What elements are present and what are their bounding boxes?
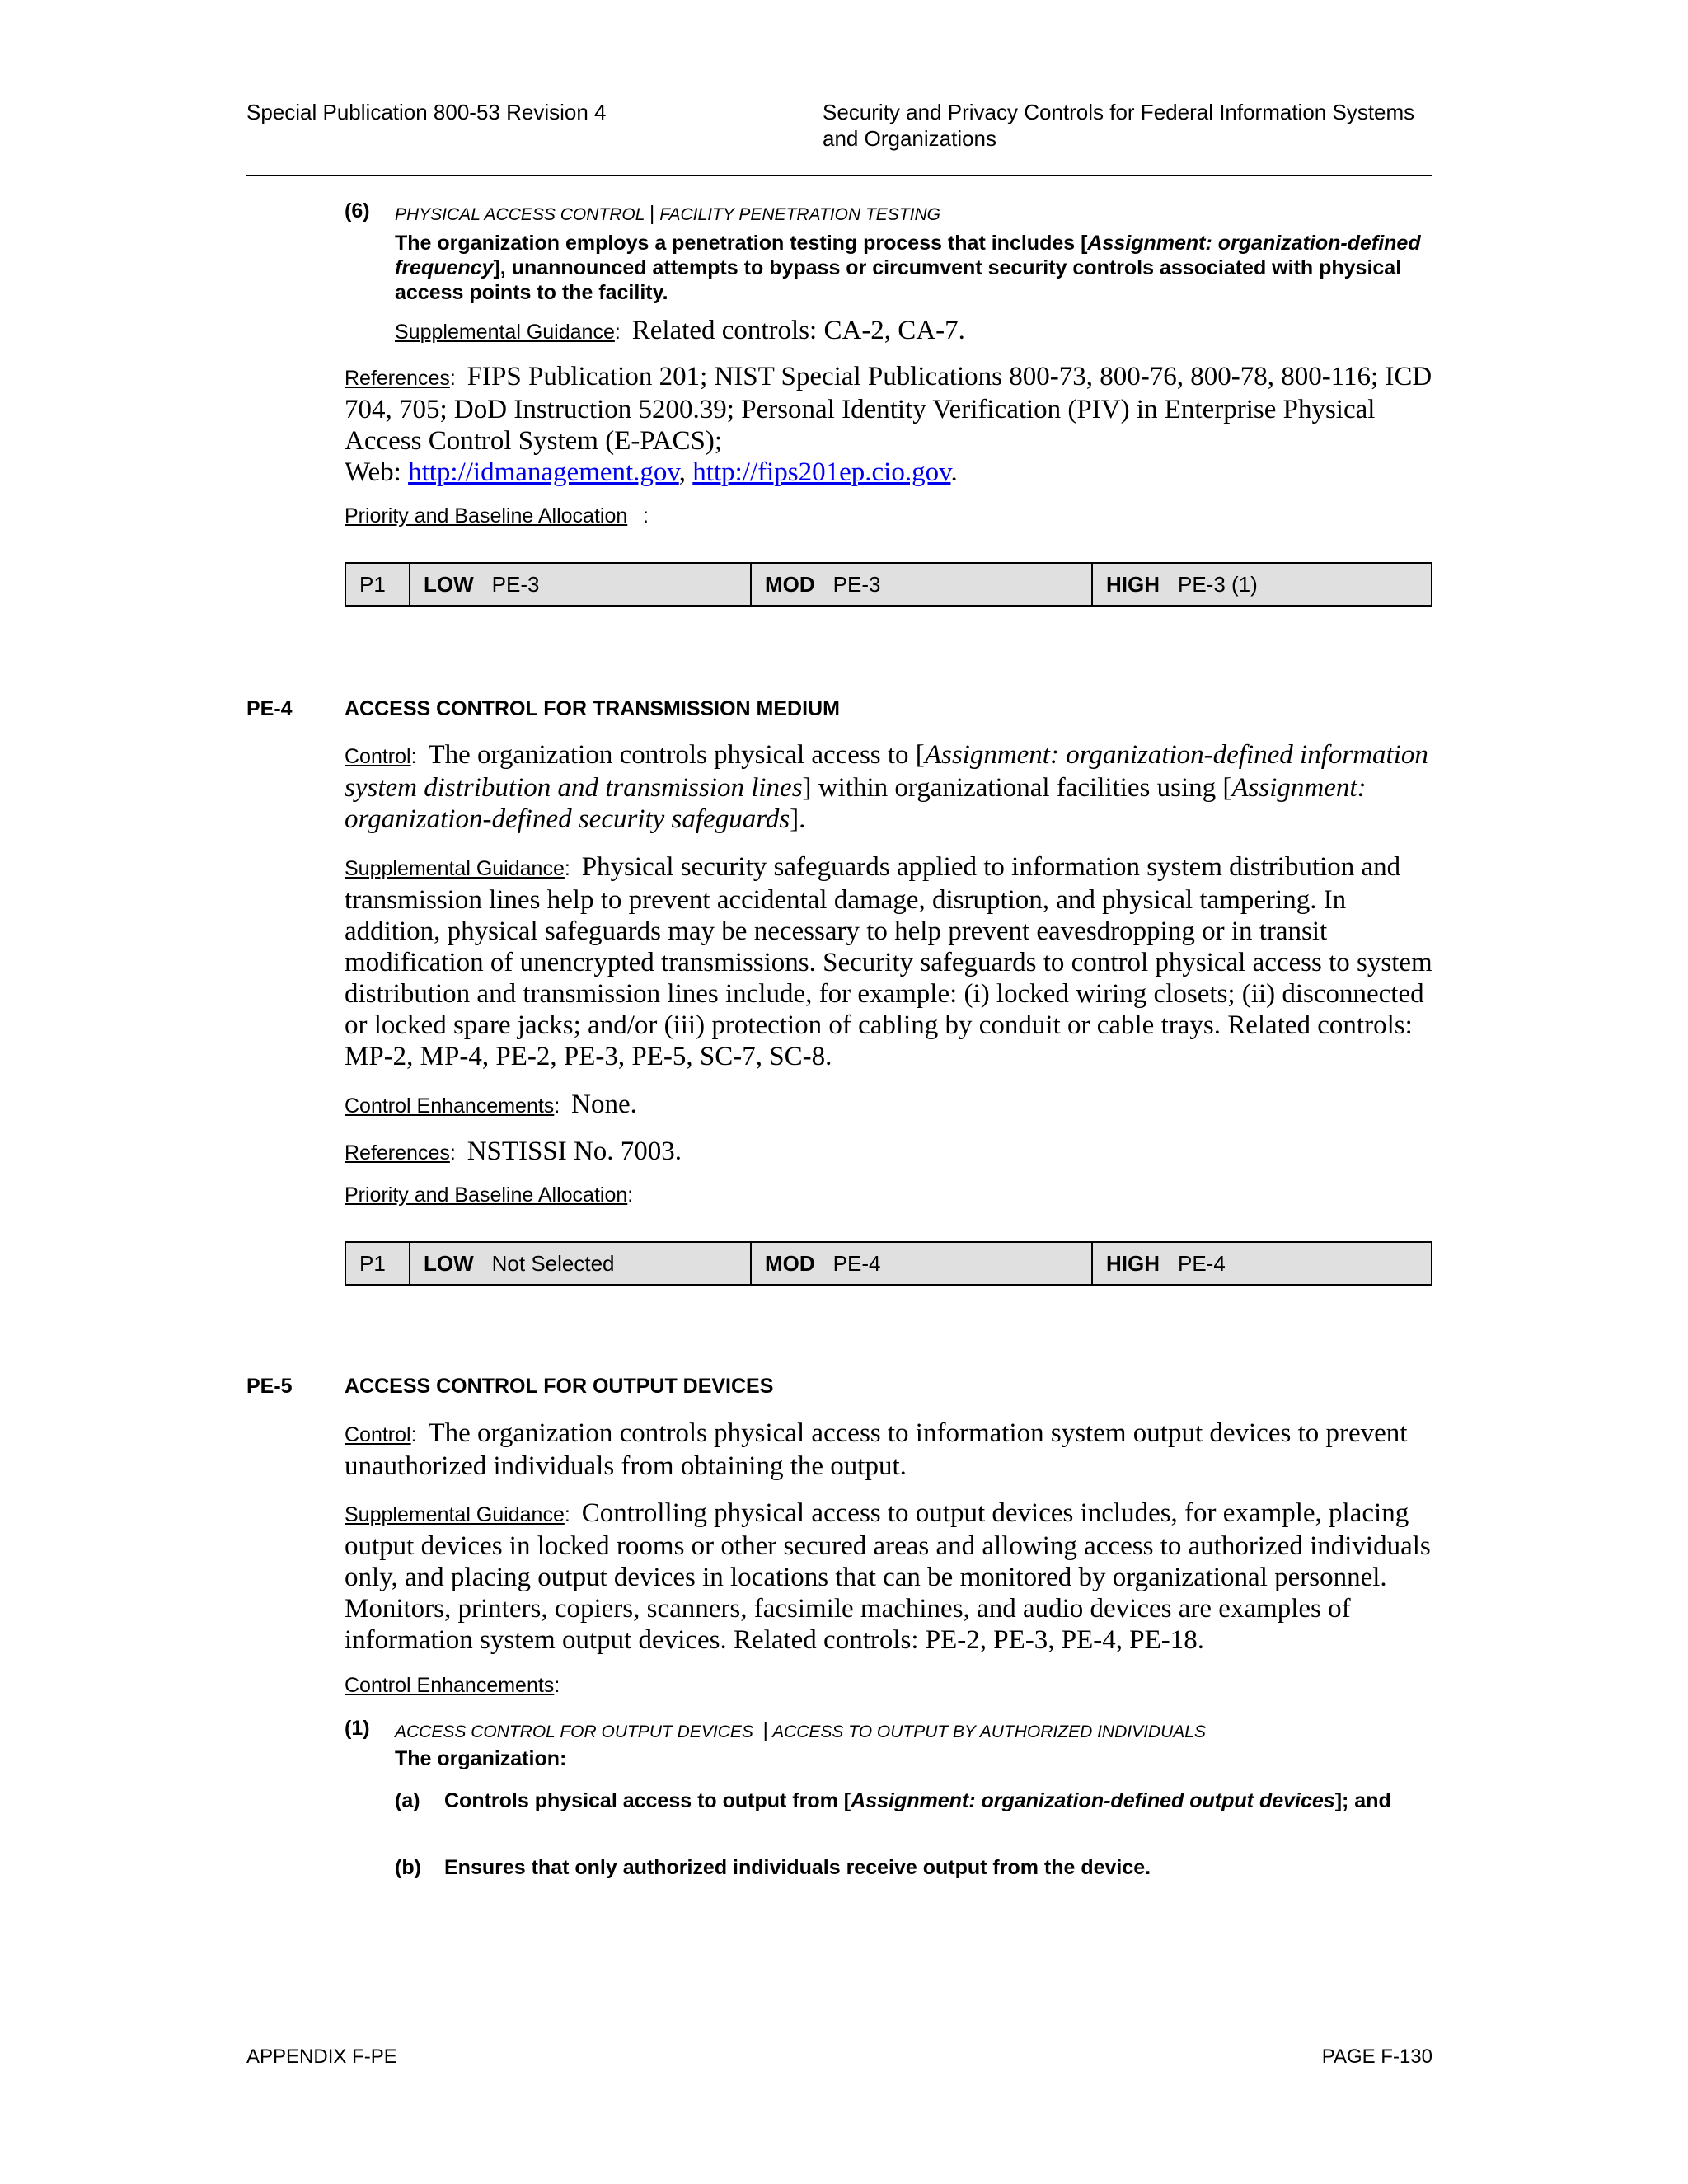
mod-value: PE-3: [832, 571, 881, 597]
pe4-supplemental-guidance: Supplemental Guidance: Physical security safeguards applied to information system distribution and transmission lines help to prevent accidental damage, disruption, and physical tampering. In addition, physical safeguards may be necessary to help prevent eavesdropping or in transit modification of unencrypted transmissions. Security safeguards to control physical access to system distribution and transmission lines include, for example: (i) locked wiring closets; (ii) disconnected or locked spare jacks; and/or (iii) protection of cabling by conduit or cable trays. Related controls: MP-2, MP-4, PE-2, PE-3, PE-5, SC-7, SC-8.: [345, 852, 1432, 1071]
enhancement-6-number: (6): [345, 199, 370, 223]
mod-label: MOD: [765, 1250, 815, 1276]
footer-appendix: APPENDIX F-PE: [246, 2046, 397, 2068]
pe5-enhancement-1-intro: The organization:: [395, 1747, 567, 1770]
enhancement-6-title: [395, 202, 940, 226]
mod-baseline-cell: [750, 1243, 1091, 1284]
supplemental-guidance-label: Supplemental Guidance: [345, 1503, 565, 1526]
header-rule: [246, 175, 1432, 176]
pe5-supplemental-guidance: Supplemental Guidance: Controlling physical access to output devices includes, for example, placing output devices in locked rooms or other secured areas and allowing access to authorized individuals only, and placing output devices in locations that can be monitored by organizational personnel. Monitors, printers, copiers, scanners, facsimile machines, and audio devices are examples of information system output devices. Related controls: PE-2, PE-3, PE-4, PE-18.: [345, 1498, 1431, 1655]
pe4-control-assignment-1: Assignment: organization-defined information system distribution and transmission lines: [345, 740, 1428, 803]
supplemental-guidance-label: Supplemental Guidance: [345, 857, 565, 880]
pe4-control: Control: The organization controls physical access to [Assignment: organization-defined information system distribution and transmission lines] within organizational facilities using [Assignment: organization-defined security safeguards].: [345, 740, 1428, 834]
running-header-left: Special Publication 800-53 Revision 4: [246, 100, 607, 124]
pe4-sg-text: Physical security safeguards applied to information system distribution and transmission lines help to prevent accidental damage, disruption, and physical tampering. In addition, physical safeguards may be necessary to help prevent eavesdropping or in transit modification of unencrypted transmissions. Security safeguards to control physical access to system distribution and transmission lines include, for example: (i) locked wiring closets; (ii) disconnected or locked spare jacks; and/or (iii) protection of cabling by conduit or cable trays. Related controls: MP-2, MP-4, PE-2, PE-3, PE-5, SC-7, SC-8.: [345, 852, 1432, 1071]
high-value: PE-3 (1): [1178, 571, 1258, 597]
low-baseline-cell: [409, 1243, 750, 1284]
pe4-references-text: NSTISSI No. 7003.: [467, 1137, 682, 1166]
pe5-enhancement-1-title-a: ACCESS CONTROL FOR OUTPUT DEVICES: [395, 1722, 753, 1741]
enhancement-6-title-b: FACILITY PENETRATION TESTING: [659, 205, 940, 224]
mod-baseline-cell: [750, 564, 1091, 605]
mod-value: PE-4: [832, 1250, 881, 1276]
control-enhancements-label: Control Enhancements: [345, 1094, 555, 1118]
enhancement-6-title-a: PHYSICAL ACCESS CONTROL: [395, 205, 645, 224]
supplemental-guidance-label: Supplemental Guidance: [395, 321, 615, 344]
references-label: References: [345, 367, 450, 390]
enhancement-6-text-2: ], unannounced attempts to bypass or circumvent security controls associated with physical access points to the facility.: [395, 256, 1402, 304]
pe4-baseline-table: [345, 1241, 1432, 1286]
low-label: LOW: [424, 1250, 474, 1276]
running-header-right-line1: Security and Privacy Controls for Federal Information Systems: [823, 100, 1415, 124]
pe5-enhancement-1-number: (1): [345, 1717, 370, 1740]
pe5-sg-text: Controlling physical access to output devices includes, for example, placing output devices in locked rooms or other secured areas and allowing access to authorized individuals only, and placing output devices in locations that can be monitored by organizational personnel. Monitors, printers, copiers, scanners, facsimile machines, and audio devices are examples of information system output devices. Related controls: PE-2, PE-3, PE-4, PE-18.: [345, 1498, 1431, 1655]
pe5-enhancement-1-title-b: ACCESS TO OUTPUT BY AUTHORIZED INDIVIDUALS: [772, 1722, 1206, 1741]
link-fips201ep[interactable]: http://fips201ep.cio.gov: [692, 457, 951, 487]
pe5-number: PE-5: [246, 1375, 293, 1398]
high-label: HIGH: [1106, 1250, 1160, 1276]
enhancement-6-supplemental-guidance: Supplemental Guidance: Related controls: CA-2, CA-7.: [395, 316, 965, 345]
pe3-priority-label: [345, 504, 627, 528]
link-separator: ,: [678, 457, 693, 487]
pe4-control-1: The organization controls physical access to [: [428, 740, 925, 770]
mod-label: MOD: [765, 571, 815, 597]
high-baseline-cell: [1091, 1243, 1431, 1284]
pe4-priority-label: Priority and Baseline Allocation:: [345, 1183, 634, 1207]
low-baseline-cell: [409, 564, 750, 605]
priority-colon: :: [643, 504, 649, 527]
link-idmanagement[interactable]: http://idmanagement.gov: [408, 457, 679, 487]
pe4-control-enhancements: Control Enhancements: None.: [345, 1090, 637, 1119]
high-label: HIGH: [1106, 571, 1160, 597]
pe4-control-assignment-2: Assignment: organization-defined security safeguards: [345, 773, 1367, 834]
enhancement-6-assignment: Assignment: organization-defined frequency: [395, 232, 1421, 279]
enhancement-6-title-separator: |: [649, 202, 655, 225]
running-header-right: [823, 99, 1449, 152]
footer-page-number: PAGE F-130: [1321, 2046, 1432, 2068]
priority-cell: P1: [359, 1250, 386, 1276]
running-header-right-line2: and Organizations: [823, 126, 997, 151]
priority-label-text: Priority and Baseline Allocation: [345, 1183, 628, 1207]
item-a-text-2: ]; and: [1334, 1789, 1391, 1812]
priority-label-text: Priority and Baseline Allocation: [345, 504, 628, 527]
enhancement-6-text: [395, 231, 1433, 305]
pe5-title: ACCESS CONTROL FOR OUTPUT DEVICES: [345, 1375, 774, 1398]
references-label: References: [345, 1141, 450, 1165]
pe3-references: References: FIPS Publication 201; NIST Special Publications 800-73, 800-76, 800-78, 800-116; ICD 704, 705; DoD Instruction 5200.39; Personal Identity Verification (PIV) in Enterprise Physical Access Control System (E-PACS); Web: http://idmanagement.gov, http://fips201ep.cio.gov.: [345, 362, 1432, 487]
item-a-assignment: Assignment: organization-defined output devices: [851, 1789, 1335, 1812]
low-label: LOW: [424, 571, 474, 597]
web-prefix: Web:: [345, 457, 409, 487]
high-value: PE-4: [1178, 1250, 1226, 1276]
low-value: PE-3: [491, 571, 540, 597]
pe5-control: Control: The organization controls physical access to information system output devices to prevent unauthorized individuals from obtaining the output.: [345, 1418, 1408, 1481]
pe4-ce-text: None.: [571, 1090, 637, 1119]
pe5-enhancement-1-title-separator: |: [762, 1719, 769, 1742]
pe4-references: References: NSTISSI No. 7003.: [345, 1137, 682, 1166]
item-a-text-1: Controls physical access to output from [: [444, 1789, 851, 1812]
pe5-control-enhancements: Control Enhancements:: [345, 1674, 560, 1697]
control-enhancements-label: Control Enhancements: [345, 1674, 555, 1697]
enhancement-6-text-1: The organization employs a penetration testing process that includes [: [395, 232, 1088, 255]
pe5-enhancement-1-item-a: [444, 1788, 1433, 1813]
priority-cell: P1: [359, 571, 386, 597]
control-label: Control: [345, 745, 411, 768]
pe3-baseline-table: [345, 562, 1432, 607]
pe5-enhancement-1-item-a-number: (a): [395, 1789, 420, 1812]
pe5-enhancement-1-item-b: Ensures that only authorized individuals receive output from the device.: [444, 1856, 1151, 1879]
references-end: .: [950, 457, 958, 487]
pe3-references-text: FIPS Publication 201; NIST Special Publications 800-73, 800-76, 800-78, 800-116; ICD 704, 705; DoD Instruction 5200.39; Personal Identity Verification (PIV) in Enterprise Physical Access Control System (E-PACS);: [345, 362, 1432, 456]
pe4-title: ACCESS CONTROL FOR TRANSMISSION MEDIUM: [345, 697, 840, 720]
low-value: Not Selected: [491, 1250, 615, 1276]
pe5-enhancement-1-item-b-number: (b): [395, 1856, 421, 1879]
pe4-number: PE-4: [246, 697, 293, 720]
high-baseline-cell: [1091, 564, 1431, 605]
pe4-control-3: ].: [790, 804, 806, 834]
enhancement-6-sg-text: Related controls: CA-2, CA-7.: [631, 316, 965, 345]
pe5-control-text: The organization controls physical access to information system output devices to prevent unauthorized individuals from obtaining the output.: [345, 1418, 1408, 1481]
control-label: Control: [345, 1423, 411, 1446]
pe5-enhancement-1-title: [395, 1719, 1206, 1743]
pe4-control-2: ] within organizational facilities using [: [802, 773, 1232, 803]
